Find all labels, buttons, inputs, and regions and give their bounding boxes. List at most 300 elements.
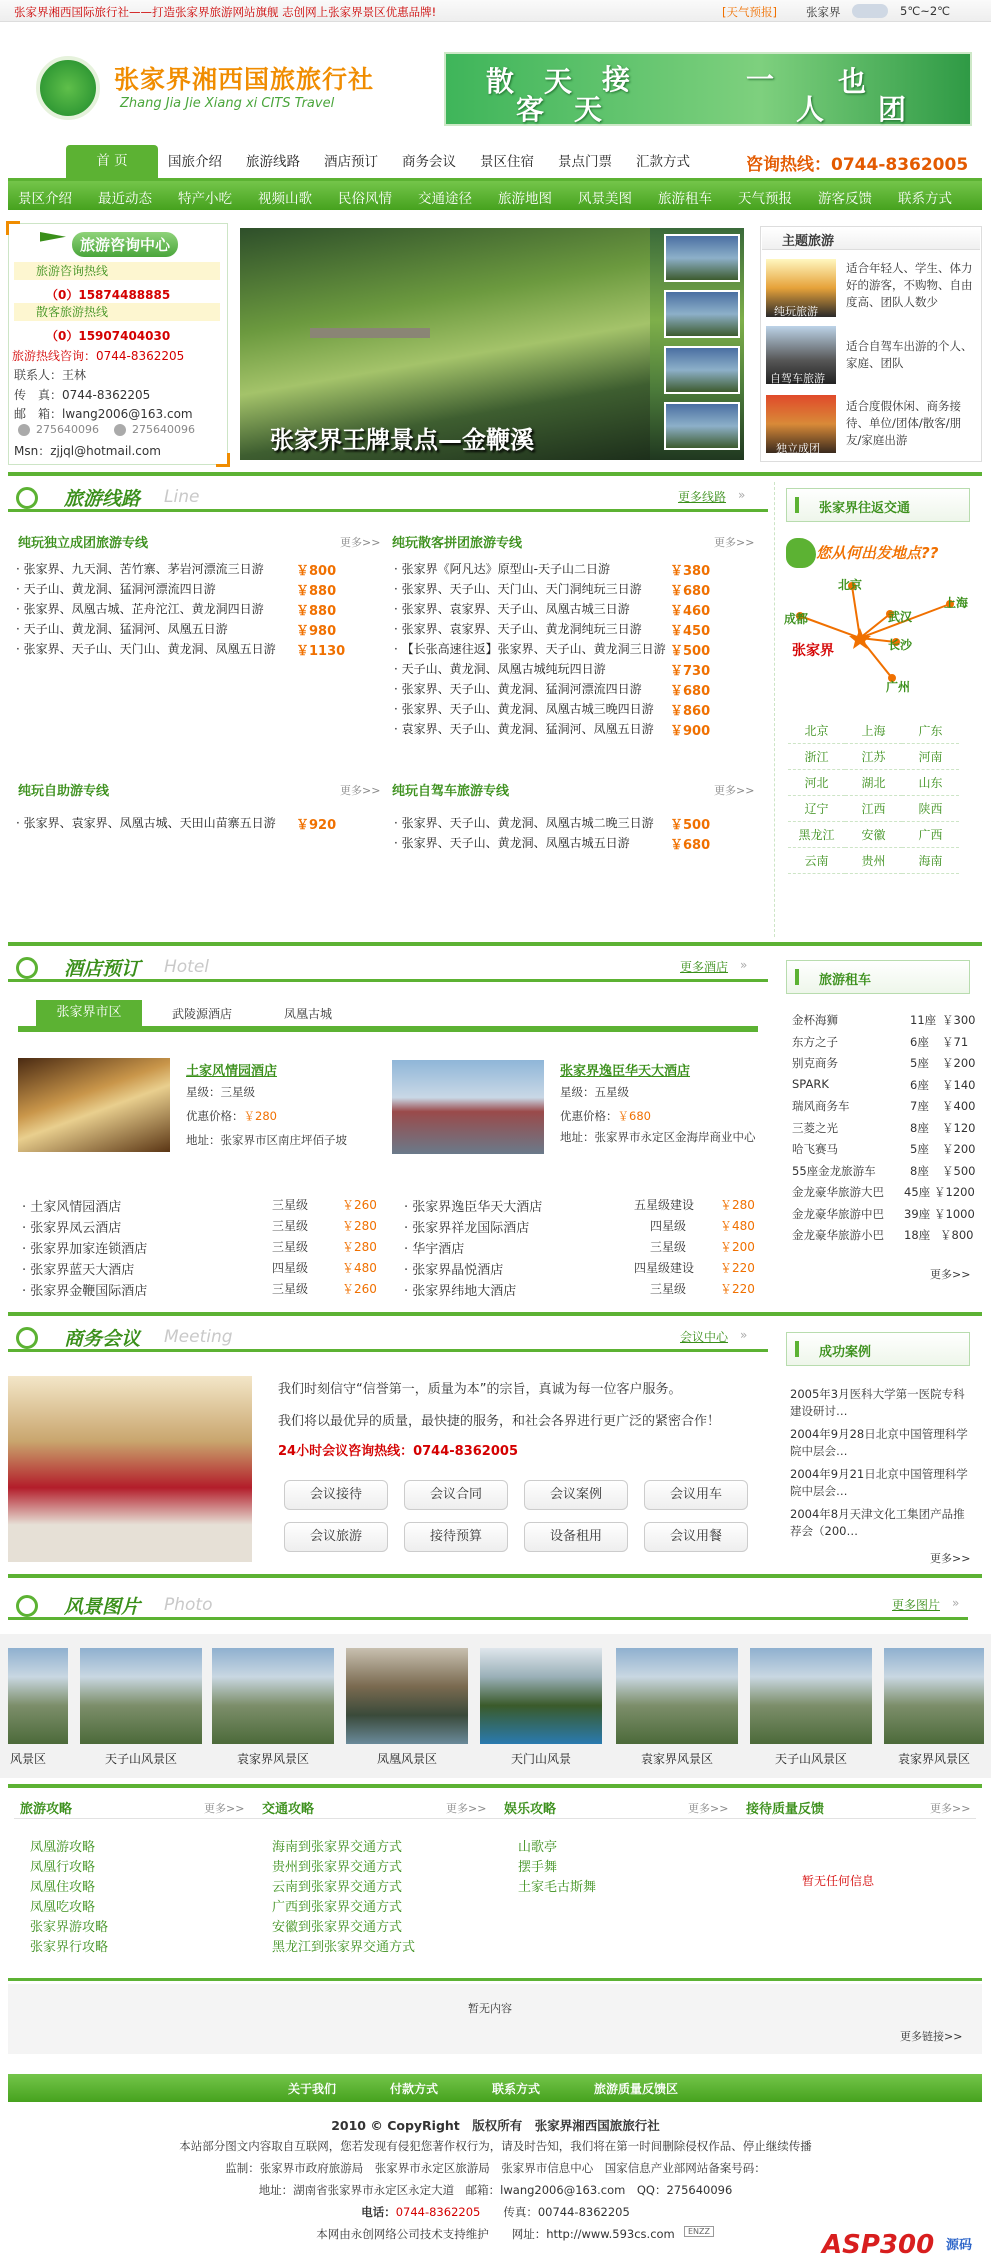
- hotel-more-link[interactable]: 更多酒店: [680, 960, 729, 974]
- logo-title[interactable]: 张家界湘西国旅旅行社: [114, 65, 375, 94]
- hotel-image[interactable]: [392, 1060, 544, 1154]
- hotel-star-level: 三星级: [272, 1240, 309, 1254]
- rental-car[interactable]: 55座金龙旅游车: [792, 1163, 876, 1178]
- price-label: 优惠价格：: [186, 1109, 244, 1123]
- hotel-list-price: ￥260: [342, 1282, 377, 1296]
- rental-car[interactable]: 三菱之光: [792, 1120, 838, 1135]
- photo-caption[interactable]: 天子山风景区: [104, 1752, 177, 1766]
- rental-list: [792, 1012, 978, 1249]
- banner-char: 也: [838, 65, 877, 98]
- subnav-item[interactable]: 联系方式: [898, 191, 952, 207]
- rental-car[interactable]: 瑞风商务车: [792, 1099, 850, 1113]
- meeting-button[interactable]: 会议接待: [284, 1480, 388, 1510]
- slide-thumb[interactable]: [664, 346, 740, 394]
- meeting-more-link[interactable]: 会议中心: [680, 1330, 729, 1344]
- slide-thumb[interactable]: [664, 290, 740, 338]
- hotel-image[interactable]: [18, 1058, 170, 1152]
- route-link[interactable]: · 张家界、袁家界、天子山、黄龙洞纯玩三日游: [394, 622, 642, 636]
- hotel-list-1: [22, 1196, 382, 1301]
- rental-seats: 18座: [904, 1228, 931, 1242]
- rental-seats: 6座: [910, 1077, 929, 1092]
- guide-link[interactable]: 海南到张家界交通方式: [272, 1840, 403, 1855]
- traffic-title-box: [786, 488, 970, 522]
- meeting-button[interactable]: 设备租用: [524, 1522, 628, 1552]
- nav-item[interactable]: 景点门票: [558, 154, 612, 170]
- footer-nav: [8, 2074, 982, 2102]
- double-chevron-icon: »: [738, 488, 746, 502]
- hotel-list-price: ￥220: [720, 1282, 755, 1296]
- rental-price: ￥200: [942, 1142, 976, 1156]
- banner-char: 团: [878, 93, 917, 126]
- scenery-photo[interactable]: [212, 1648, 334, 1744]
- rental-seats: 6座: [910, 1034, 929, 1049]
- rental-more[interactable]: 更多>>: [930, 1268, 971, 1281]
- guide-title: 旅游攻略: [20, 1802, 73, 1817]
- banner-char: 一: [746, 63, 785, 96]
- hotel-tab-underline: [18, 1026, 758, 1032]
- guide-more[interactable]: 更多>>: [204, 1802, 245, 1815]
- route-price: ￥880: [296, 604, 337, 619]
- route-link[interactable]: · 张家界、天子山、黄龙洞、凤凰古城五日游: [394, 836, 630, 850]
- rental-car[interactable]: 金杯海狮: [792, 1013, 838, 1027]
- route-group-more[interactable]: 更多>>: [714, 784, 755, 797]
- nav-item[interactable]: 旅游线路: [246, 154, 300, 170]
- hotel-tab-active[interactable]: 张家界市区: [36, 1000, 142, 1026]
- rental-price: ￥400: [942, 1099, 976, 1113]
- subnav-item[interactable]: 天气预报: [738, 191, 792, 207]
- subnav-item[interactable]: 视频山歌: [258, 191, 312, 207]
- hotel-link[interactable]: · 张家界蓝天大酒店: [22, 1263, 135, 1278]
- meeting-button[interactable]: 会议旅游: [284, 1522, 388, 1552]
- nav-item[interactable]: 汇款方式: [636, 154, 690, 170]
- meeting-button[interactable]: 会议用餐: [644, 1522, 748, 1552]
- route-link[interactable]: · 【长张高速往返】张家界、天子山、黄龙洞三日游: [394, 642, 666, 656]
- section-bullet-icon: [16, 957, 38, 979]
- rental-title-box: [786, 960, 970, 994]
- scenery-photo[interactable]: [8, 1648, 68, 1744]
- guide-list-3: [518, 1838, 596, 1898]
- hotel-link[interactable]: · 张家界祥龙国际酒店: [404, 1221, 530, 1236]
- hotel-list-price: ￥480: [720, 1219, 755, 1233]
- double-chevron-icon: »: [952, 1596, 960, 1610]
- hotel-link[interactable]: · 张家界纬地大酒店: [404, 1284, 517, 1299]
- route-price: ￥450: [670, 624, 711, 639]
- route-price: ￥680: [670, 584, 711, 599]
- routes-more-link[interactable]: 更多线路: [678, 490, 727, 504]
- guide-link[interactable]: 凤凰行攻略: [30, 1860, 96, 1875]
- guide-title: 接待质量反馈: [746, 1802, 825, 1817]
- contact-label-2: 散客旅游热线: [14, 303, 220, 321]
- route-price: ￥880: [296, 584, 337, 599]
- section-separator: [8, 472, 982, 476]
- rental-car[interactable]: SPARK: [792, 1076, 829, 1091]
- rental-price: ￥300: [942, 1013, 976, 1027]
- route-link[interactable]: · 袁家界、天子山、黄龙洞、猛洞河、凤凰五日游: [394, 722, 654, 736]
- guide-link[interactable]: 广西到张家界交通方式: [272, 1900, 403, 1915]
- scenery-photo[interactable]: [884, 1648, 984, 1744]
- theme-desc: 适合年轻人、学生、体力好的游客，不购物、自由度高、团队人数少: [846, 261, 973, 309]
- rental-seats: 45座: [904, 1185, 931, 1199]
- province-link[interactable]: 江苏: [845, 744, 902, 770]
- province-link[interactable]: 陕西: [902, 796, 959, 822]
- banner-char: 散: [486, 65, 525, 98]
- slide-thumb[interactable]: [664, 234, 740, 282]
- scenery-photo[interactable]: [346, 1648, 468, 1744]
- contact-person: 联系人：王林: [14, 368, 87, 382]
- province-link[interactable]: 广西: [902, 822, 959, 848]
- hotel-link[interactable]: · 张家界逸臣华天大酒店: [404, 1200, 543, 1215]
- guide-more[interactable]: 更多>>: [930, 1802, 971, 1815]
- route-price: ￥500: [670, 818, 711, 833]
- photo-caption[interactable]: 袁家界风景区: [897, 1752, 970, 1766]
- hotel-star-level: 四星级: [272, 1261, 309, 1275]
- guide-link[interactable]: 贵州到张家界交通方式: [272, 1860, 403, 1875]
- asp300-logo-suffix: 源码: [946, 2238, 973, 2253]
- province-link[interactable]: 上海: [845, 718, 902, 744]
- photos-title: 风景图片: [64, 1596, 141, 1618]
- subnav-item[interactable]: 景区介绍: [18, 191, 72, 207]
- traffic-city[interactable]: 成都: [784, 612, 809, 626]
- corner-decor: [216, 453, 230, 467]
- route-link[interactable]: · 张家界、袁家界、凤凰古城、天田山苗寨五日游: [16, 816, 276, 830]
- guide-more[interactable]: 更多>>: [688, 1802, 729, 1815]
- contact-phone-1: （0）15874488885: [46, 288, 171, 302]
- subnav-item[interactable]: 特产小吃: [178, 191, 232, 207]
- rental-car[interactable]: 哈飞赛马: [792, 1142, 838, 1156]
- traffic-route-map: [780, 570, 980, 700]
- theme-image-label: 独立成团: [776, 442, 820, 455]
- route-group-title: 纯玩独立成团旅游专线: [18, 536, 149, 551]
- banner-char: 接: [602, 63, 641, 96]
- footer-tel: 0744-8362205: [395, 2205, 481, 2219]
- route-link[interactable]: · 张家界、天子山、天门山、天门洞纯玩三日游: [394, 582, 642, 596]
- footer-link[interactable]: 联系方式: [492, 2082, 541, 2096]
- hotel-tab[interactable]: 武陵源酒店: [172, 1007, 233, 1021]
- province-link[interactable]: 海南: [902, 848, 959, 874]
- sub-navigation: [8, 181, 982, 210]
- province-link[interactable]: 河南: [902, 744, 959, 770]
- contact-msn: Msn：zjjql@hotmail.com: [14, 444, 161, 458]
- contact-phone-2: （0）15907404030: [46, 329, 171, 343]
- hotel-tab[interactable]: 凤凰古城: [284, 1007, 333, 1021]
- rental-car[interactable]: 别克商务: [792, 1056, 838, 1070]
- rental-car[interactable]: 金龙豪华旅游中巴: [792, 1206, 884, 1221]
- header-banner[interactable]: [444, 52, 972, 126]
- slide-caption: 张家界王牌景点—金鞭溪: [270, 426, 534, 454]
- hotel-featured-name[interactable]: 土家风情园酒店: [186, 1064, 278, 1079]
- hotel-link[interactable]: · 华宇酒店: [404, 1242, 465, 1257]
- guide-more[interactable]: 更多>>: [446, 1802, 487, 1815]
- nav-item[interactable]: 国旅介绍: [168, 154, 222, 170]
- stats-counter[interactable]: ENZZ: [684, 2226, 714, 2237]
- route-price: ￥860: [670, 704, 711, 719]
- route-group-title: 纯玩自驾车旅游专线: [392, 784, 510, 799]
- section-separator: [8, 1574, 982, 1578]
- guide-link[interactable]: 安徽到张家界交通方式: [272, 1920, 403, 1935]
- guide-link[interactable]: 凤凰吃攻略: [30, 1900, 96, 1915]
- photos-more-link[interactable]: 更多图片: [892, 1598, 941, 1612]
- guide-link[interactable]: 凤凰游攻略: [30, 1840, 96, 1855]
- subnav-item[interactable]: 最近动态: [98, 191, 152, 207]
- subnav-item[interactable]: 交通途径: [418, 191, 472, 207]
- footer-link[interactable]: 旅游质量反馈区: [594, 2082, 679, 2096]
- route-link[interactable]: · 张家界《阿凡达》原型山-天子山二日游: [394, 562, 610, 576]
- hotel-list-price: ￥200: [720, 1240, 755, 1254]
- corner-decor: [6, 221, 20, 235]
- nav-item[interactable]: 商务会议: [402, 154, 456, 170]
- subnav-item[interactable]: 旅游地图: [498, 191, 552, 207]
- hotel-star-level: 三星级: [272, 1219, 309, 1233]
- rental-car[interactable]: 金龙豪华旅游大巴: [792, 1185, 884, 1199]
- photo-caption[interactable]: 天门山风景: [510, 1752, 571, 1766]
- province-link[interactable]: 辽宁: [788, 796, 845, 822]
- subnav-item[interactable]: 民俗风情: [338, 191, 392, 207]
- photo-caption[interactable]: 凤凰风景区: [376, 1752, 437, 1766]
- guide-link[interactable]: 云南到张家界交通方式: [272, 1880, 403, 1895]
- hotel-star-level: 三星级: [650, 1282, 687, 1296]
- contact-email: 邮 箱：lwang2006@163.com: [14, 407, 193, 421]
- hotel-list-2: [404, 1196, 764, 1301]
- double-chevron-icon: »: [740, 958, 748, 972]
- footer-fax: 传真：00744-8362205: [503, 2205, 630, 2219]
- route-link[interactable]: · 天子山、黄龙洞、凤凰古城纯玩四日游: [394, 662, 606, 676]
- rental-price: ￥500: [942, 1163, 976, 1178]
- guide-link[interactable]: 山歌亭: [518, 1840, 558, 1855]
- subnav-item[interactable]: 风景美图: [578, 191, 632, 207]
- meeting-button[interactable]: 接待预算: [404, 1522, 508, 1552]
- traffic-city[interactable]: 上海: [944, 596, 969, 610]
- route-price: ￥730: [670, 664, 711, 679]
- price-label: 优惠价格：: [560, 1109, 618, 1123]
- cases-title: 成功案例: [819, 1345, 872, 1360]
- route-price: ￥1130: [296, 644, 346, 659]
- links-more[interactable]: 更多链接>>: [900, 2030, 963, 2043]
- guide-link[interactable]: 土家毛古斯舞: [518, 1880, 597, 1895]
- route-group-title: 纯玩自助游专线: [18, 784, 110, 799]
- province-link[interactable]: 山东: [902, 770, 959, 796]
- footer-phone-line: [0, 2204, 991, 2220]
- rental-price: ￥71: [942, 1034, 969, 1049]
- rental-price: ￥200: [942, 1056, 976, 1070]
- route-group-more[interactable]: 更多>>: [340, 536, 381, 549]
- footer-link[interactable]: 关于我们: [288, 2082, 337, 2096]
- province-link[interactable]: 黑龙江: [788, 822, 845, 848]
- route-price: ￥500: [670, 644, 711, 659]
- footer-tel-label: 电话：: [361, 2205, 396, 2219]
- hotel-star-level: 三星级: [650, 1240, 687, 1254]
- guide-title: 交通攻略: [262, 1802, 315, 1817]
- subnav-item[interactable]: 游客反馈: [818, 191, 872, 207]
- banner-char: 天: [574, 93, 613, 126]
- rental-price: ￥1000: [934, 1206, 975, 1221]
- hotel-link[interactable]: · 张家界金鞭国际酒店: [22, 1284, 148, 1299]
- route-link[interactable]: · 张家界、天子山、黄龙洞、猛洞河漂流四日游: [394, 682, 642, 696]
- meeting-room-image: [8, 1376, 252, 1562]
- scenery-photo[interactable]: [480, 1648, 602, 1744]
- bridge-shape: [310, 328, 430, 338]
- cloud-icon: [852, 4, 888, 18]
- qq-number-1[interactable]: 275640096: [36, 423, 99, 436]
- section-bullet-icon: [16, 1327, 38, 1349]
- province-grid: [788, 718, 974, 874]
- qq-number-2[interactable]: 275640096: [132, 423, 195, 436]
- hotel-address: 地址：张家界市区南庄坪佰子坡: [186, 1133, 347, 1147]
- route-price: ￥800: [296, 564, 337, 579]
- nav-item[interactable]: 景区住宿: [480, 154, 534, 170]
- hotel-link[interactable]: · 张家界加家连锁酒店: [22, 1242, 148, 1257]
- hotel-price-label: [186, 1108, 277, 1124]
- nav-item[interactable]: 酒店预订: [324, 154, 378, 170]
- route-group-title: 纯玩散客拼团旅游专线: [392, 536, 523, 551]
- double-chevron-icon: »: [740, 1328, 748, 1342]
- route-link[interactable]: · 天子山、黄龙洞、猛洞河、凤凰五日游: [16, 622, 228, 636]
- rental-car[interactable]: 东方之子: [792, 1034, 838, 1049]
- routes-title-en: Line: [164, 487, 200, 507]
- meeting-hotline: 24小时会议咨询热线：0744-8362005: [278, 1444, 518, 1459]
- province-link[interactable]: 河北: [788, 770, 845, 796]
- route-group-more[interactable]: 更多>>: [714, 536, 755, 549]
- section-bullet-icon: [16, 487, 38, 509]
- traffic-city[interactable]: 北京: [838, 578, 863, 592]
- section-separator: [8, 1978, 982, 1981]
- theme-title: 主题旅游: [782, 234, 835, 249]
- photo-caption[interactable]: 袁家界风景区: [236, 1752, 309, 1766]
- route-link[interactable]: · 张家界、九天洞、苦竹寨、茅岩河漂流三日游: [16, 562, 264, 576]
- hotel-list-price: ￥280: [342, 1240, 377, 1254]
- rental-price: ￥800: [940, 1228, 974, 1242]
- photo-caption[interactable]: 袁家界风景区: [640, 1752, 713, 1766]
- route-list-1: [16, 560, 376, 660]
- case-link[interactable]: 2005年3月医科大学第一医院专科建设研讨…: [790, 1387, 965, 1418]
- weather-link[interactable]: [天气预报]: [722, 5, 777, 19]
- route-link[interactable]: · 张家界、袁家界、天子山、凤凰古城三日游: [394, 602, 630, 616]
- province-link[interactable]: 广东: [902, 718, 959, 744]
- site-slogan: 张家界湘西国际旅行社——打造张家界旅游网站旗舰 志创网上张家界景区优惠品牌!: [14, 5, 437, 19]
- case-link[interactable]: 2004年9月28日北京中国管理科学院中层会…: [790, 1427, 968, 1458]
- hotel-list-price: ￥280: [720, 1198, 755, 1212]
- hotel-list-price: ￥480: [342, 1261, 377, 1275]
- logo-emblem-icon[interactable]: [36, 56, 100, 120]
- theme-desc: 适合度假休闲、商务接待、单位/团体/散客/朋友/家庭出游: [846, 399, 962, 447]
- route-link[interactable]: · 张家界、天子山、黄龙洞、凤凰古城二晚三日游: [394, 816, 654, 830]
- rental-price: ￥120: [942, 1120, 976, 1135]
- rental-seats: 11座: [910, 1013, 937, 1027]
- province-link[interactable]: 浙江: [788, 744, 845, 770]
- province-link[interactable]: 湖北: [845, 770, 902, 796]
- slide-thumb[interactable]: [664, 402, 740, 450]
- logo-subtitle: Zhang Jia Jie Xiang xi CITS Travel: [120, 96, 335, 111]
- theme-desc: 适合自驾车出游的个人、家庭、团队: [846, 339, 973, 370]
- province-link[interactable]: 贵州: [845, 848, 902, 874]
- traffic-city[interactable]: 广州: [886, 680, 911, 694]
- case-link[interactable]: 2004年9月21日北京中国管理科学院中层会…: [790, 1467, 968, 1498]
- section-separator: [8, 942, 982, 946]
- top-bar: [0, 0, 991, 22]
- rental-car[interactable]: 金龙豪华旅游小巴: [792, 1228, 884, 1242]
- footer-copyright: 2010 © CopyRight 版权所有 张家界湘西国旅旅行社: [331, 2118, 660, 2133]
- route-row: [16, 814, 376, 834]
- subnav-item[interactable]: 旅游租车: [658, 191, 712, 207]
- traffic-city-center[interactable]: 张家界: [792, 643, 834, 659]
- hotel-list-price: ￥280: [342, 1219, 377, 1233]
- hotel-title: 酒店预订: [64, 958, 141, 980]
- rental-seats: 8座: [910, 1163, 929, 1178]
- route-price: ￥920: [296, 818, 337, 833]
- traffic-title: 张家界往返交通: [819, 501, 911, 516]
- hotel-star: 星级：三星级: [186, 1085, 255, 1099]
- banner-char: 客: [516, 93, 555, 126]
- cases-more[interactable]: 更多>>: [930, 1552, 971, 1565]
- guide-link[interactable]: 张家界行攻略: [30, 1940, 109, 1955]
- contact-hotline: 旅游热线咨询：0744-8362205: [12, 349, 185, 363]
- rental-seats: 8座: [910, 1120, 929, 1135]
- province-link[interactable]: 安徽: [845, 822, 902, 848]
- footer-address: 地址：湖南省张家界市永定区永定大道 邮箱：lwang2006@163.com QQ：275640096: [258, 2183, 733, 2197]
- hotel-featured-name[interactable]: 张家界逸臣华天大酒店: [560, 1064, 691, 1079]
- links-area: [8, 1984, 982, 2054]
- route-list-2: [394, 560, 754, 740]
- hotel-link[interactable]: · 张家界晶悦酒店: [404, 1263, 504, 1278]
- route-link[interactable]: · 张家界、凤凰古城、芷舟沱江、黄龙洞四日游: [16, 602, 264, 616]
- case-link[interactable]: 2004年8月天津文化工集团产品推荐会（200…: [790, 1507, 965, 1538]
- meeting-button[interactable]: 会议合同: [404, 1480, 508, 1510]
- route-link[interactable]: · 张家界、天子山、天门山、黄龙洞、凤凰五日游: [16, 642, 276, 656]
- route-price: ￥680: [670, 838, 711, 853]
- price-value: ￥680: [617, 1109, 651, 1123]
- photos-title-en: Photo: [164, 1595, 213, 1615]
- scenery-photo[interactable]: [616, 1648, 738, 1744]
- traffic-city[interactable]: 长沙: [888, 638, 913, 652]
- price-value: ￥280: [243, 1109, 277, 1123]
- scenery-photo[interactable]: [750, 1648, 872, 1744]
- hotel-link[interactable]: · 张家界凤云酒店: [22, 1221, 122, 1236]
- banner-char: 人: [796, 93, 835, 126]
- hotel-star-level: 三星级: [272, 1282, 309, 1296]
- rental-seats: 5座: [910, 1142, 929, 1156]
- cases-title-box: [786, 1332, 970, 1366]
- route-group-more[interactable]: 更多>>: [340, 784, 381, 797]
- province-link[interactable]: 江西: [845, 796, 902, 822]
- footer-link[interactable]: 付款方式: [390, 2082, 439, 2096]
- meeting-button[interactable]: 会议用车: [644, 1480, 748, 1510]
- hotel-price-label: [560, 1108, 651, 1124]
- scenery-photo[interactable]: [80, 1648, 202, 1744]
- photo-caption[interactable]: 天子山风景区: [774, 1752, 847, 1766]
- footer-disclaimer: 本站部分图文内容取自互联网，您若发现有侵犯您著作权行为，请及时告知，我们将在第一时间删除侵权作品、停止继续传播: [179, 2139, 812, 2153]
- banner-char: 天: [544, 65, 583, 98]
- photo-caption[interactable]: 风景区: [9, 1752, 46, 1766]
- nav-home[interactable]: 首 页: [66, 145, 158, 179]
- meeting-button[interactable]: 会议案例: [524, 1480, 628, 1510]
- rental-title: 旅游租车: [819, 973, 872, 988]
- traffic-city[interactable]: 武汉: [888, 610, 913, 624]
- footer-support: 本网由永创网络公司技术支持维护 网址：http://www.593cs.com: [316, 2227, 675, 2241]
- province-link[interactable]: 云南: [788, 848, 845, 874]
- guide-link[interactable]: 张家界游攻略: [30, 1920, 109, 1935]
- contact-title: 旅游咨询中心: [72, 232, 178, 257]
- guide-link[interactable]: 凤凰住攻略: [30, 1880, 96, 1895]
- province-link[interactable]: 北京: [788, 718, 845, 744]
- hotel-star: 星级：五星级: [560, 1085, 629, 1099]
- hotel-link[interactable]: · 土家风情园酒店: [22, 1200, 122, 1215]
- header-hotline: 咨询热线：0744-8362005: [746, 155, 969, 175]
- guide-link[interactable]: 黑龙江到张家界交通方式: [272, 1940, 416, 1955]
- guide-link[interactable]: 摆手舞: [518, 1860, 558, 1875]
- route-link[interactable]: · 张家界、天子山、黄龙洞、凤凰古城三晚四日游: [394, 702, 654, 716]
- route-link[interactable]: · 天子山、黄龙洞、猛洞河漂流四日游: [16, 582, 216, 596]
- hotel-star-level: 三星级: [272, 1198, 309, 1212]
- asp300-logo: ASP300: [822, 2230, 935, 2260]
